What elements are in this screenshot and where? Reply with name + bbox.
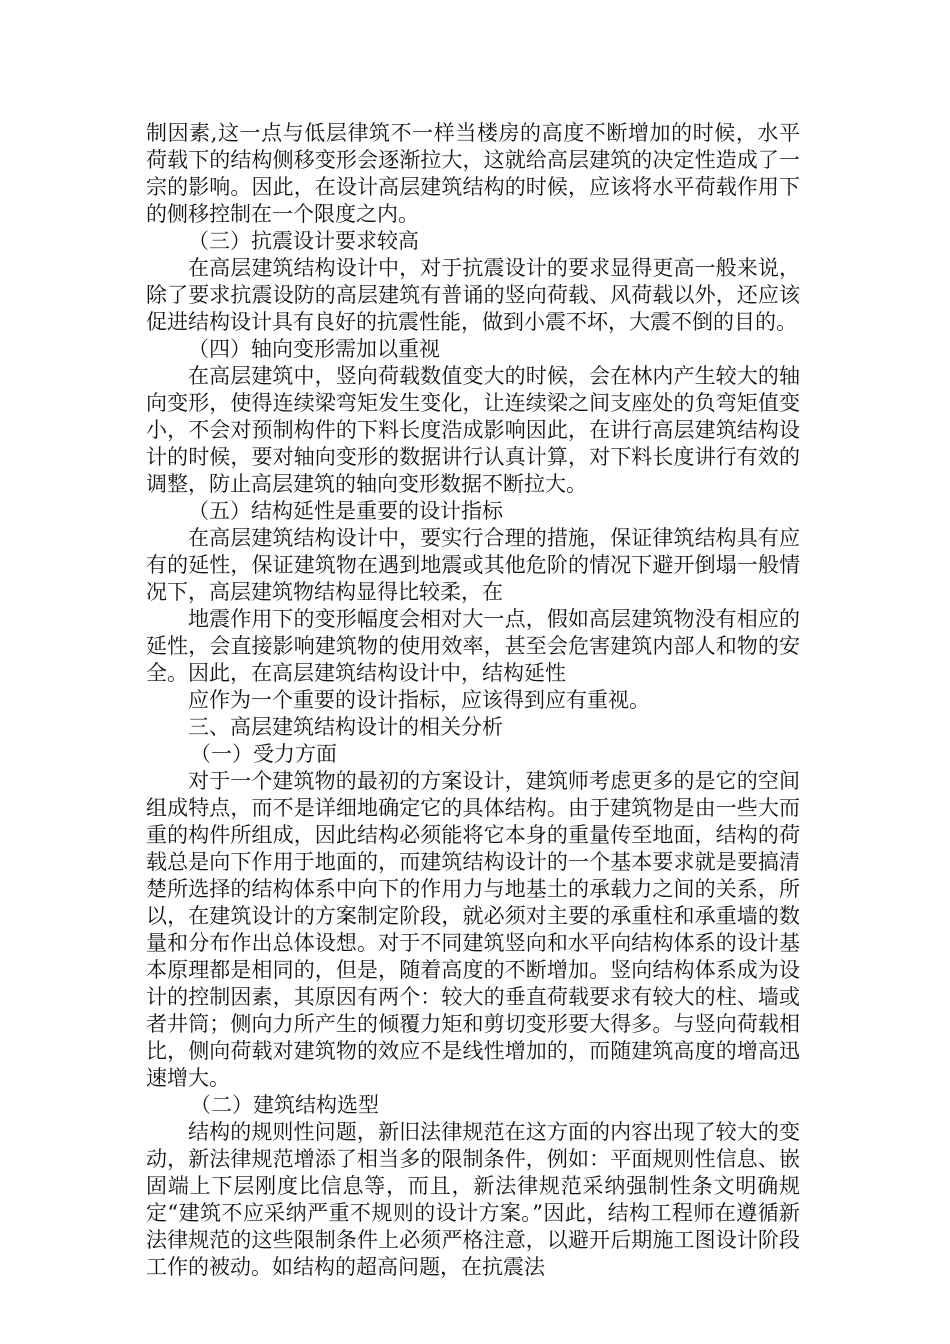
paragraph-seismic-design: 在高层建筑结构设计中，对于抗震设计的要求显得更高一般来说，除了要求抗震设防的高层建筑有普诵的竖向荷载、风荷载以外，还应该促进结构设计具有良好的抗震性能，做到小震不坏，大震不倒的目的。 <box>146 256 800 334</box>
heading-force-aspect: （一）受力方面 <box>190 742 337 766</box>
paragraph-axial-deformation: 在高层建筑中，竖向荷载数值变大的时候，会在林内产生较大的轴向变形，使得连续梁弯矩发生变化，让连续梁之间支座处的负弯矩值变小，不会对预制构件的下料长度浩成影响因此，在讲行高层建筑结构设计的时候，要对轴向变形的数据讲行认真计算，对下料长度讲行有效的调整，防止高层建筑的轴向变形数据不断拉大。 <box>146 364 800 496</box>
heading-structure-selection: （二）建筑结构选型 <box>190 1093 379 1117</box>
paragraph-force-aspect: 对于一个建筑物的最初的方案设计，建筑师考虑更多的是它的空间组成特点，而不是详细地确定它的具体结构。由于建筑物是由一些大而重的构件所组成，因此结构必须能将它本身的重量传至地面，结构的荷载总是向下作用于地面的，而建筑结构设计的一个基本要求就是要搞清楚所选择的结构体系中向下的作用力与地基土的承载力之间的关系，所以，在建筑设计的方案制定阶段，就必须对主要的承重柱和承重墙的数量和分布作出总体设想。对于不同建筑竖向和水平向结构体系的设计基本原理都是相同的，但是，随着高度的不断增加。竖向结构体系成为设计的控制因素，其原因有两个：较大的垂直荷载要求有较大的柱、墙或者井筒；侧向力所产生的倾覆力矩和剪切变形要大得多。与竖向荷载相比，侧向荷载对建筑物的效应不是线性增加的，而随建筑高度的增高迅速增大。 <box>146 769 800 1090</box>
paragraph-lateral-displacement: 制因素,这一点与低层律筑不一样当楼房的高度不断增加的时候，水平荷载下的结构侧移变形会逐渐拉大，这就给高层建筑的决定性造成了一宗的影响。因此，在设计高层建筑结构的时候，应该将水平荷载作用下的侧移控制在一个限度之内。 <box>146 121 800 226</box>
heading-seismic-design: （三）抗震设计要求较高 <box>188 229 419 253</box>
paragraph-ductility-3: 应作为一个重要的设计指标，应该得到应有重视。 <box>188 688 650 712</box>
document-page <box>146 120 800 1281</box>
heading-axial-deformation: （四）轴向变形需加以重视 <box>188 337 440 361</box>
heading-ductility: （五）结构延性是重要的设计指标 <box>188 499 503 523</box>
paragraph-ductility-1: 在高层建筑结构设计中，要实行合理的措施，保证律筑结构具有应有的延性，保证建筑物在遇到地震或其他危阶的情况下避开倒塌一般情况下，高层建筑物结构显得比较柔，在 <box>146 526 800 604</box>
paragraph-structure-selection: 结构的规则性问题，新旧法律规范在这方面的内容出现了较大的变动，新法律规范增添了相当多的限制条件，例如：平面规则性信息、嵌固端上下层刚度比信息等，而且，新法律规范采纳强制性条文明确规定“建筑不应采纳严重不规则的设计方案。”因此，结构工程师在遵循新法律规范的这些限制条件上必须严格注意，以避开后期施工图设计阶段工作的被动。如结构的超高问题，在抗震法 <box>146 1120 800 1279</box>
paragraph-ductility-2: 地震作用下的变形幅度会相对大一点，假如高层建筑物没有相应的延性，会直接影响建筑物的使用效率，甚至会危害建筑内部人和物的安全。因此，在高层建筑结构设计中，结构延性 <box>146 607 800 685</box>
section-heading-analysis: 三、高层建筑结构设计的相关分析 <box>188 715 503 739</box>
